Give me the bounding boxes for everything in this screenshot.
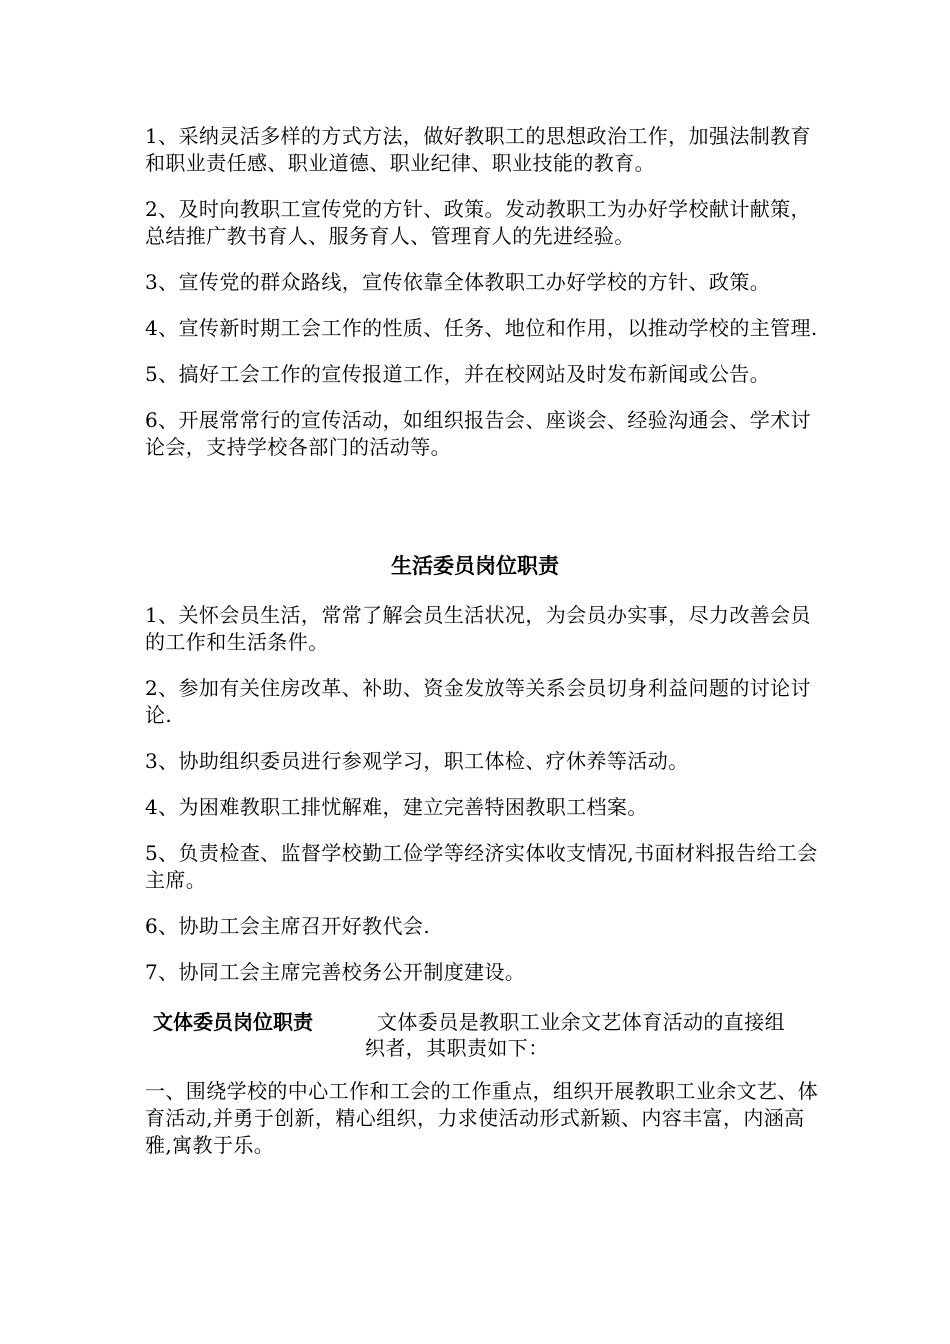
duty-item: 6、协助工会主席召开好教代会.	[145, 914, 431, 938]
duty-item: 一、围绕学校的中心工作和工会的工作重点，组织开展教职工业余文艺、体育活动,并勇于创新，精心组织，力求使活动形式新颖、内容丰富，内涵高雅,寓教于乐。	[145, 1079, 819, 1157]
duty-item: 1、采纳灵活多样的方式方法，做好教职工的思想政治工作，加强法制教育和职业责任感、职业道德、职业纪律、职业技能的教育。	[145, 124, 811, 175]
duty-item: 7、协同工会主席完善校务公开制度建设。	[145, 960, 526, 984]
duty-item: 1、关怀会员生活，常常了解会员生活状况，为会员办实事，尽力改善会员的工作和生活条件。	[145, 603, 811, 654]
section-intro: 文体委员是教职工业余文艺体育活动的直接组织者，其职责如下：	[365, 1010, 785, 1060]
duty-item: 4、宣传新时期工会工作的性质、任务、地位和作用，以推动学校的主管理.	[145, 316, 818, 340]
duty-item: 3、宣传党的群众路线，宣传依靠全体教职工办好学校的方针、政策。	[145, 270, 771, 294]
section-heading-row-culture-sports	[145, 1009, 825, 1063]
duty-item: 4、为困难教职工排忧解难，建立完善特困教职工档案。	[145, 795, 648, 819]
duty-item: 2、参加有关住房改革、补助、资金发放等关系会员切身利益问题的讨论讨论.	[145, 676, 811, 727]
section-life-committee-duties	[145, 602, 825, 1005]
section-propaganda-duties	[145, 123, 825, 480]
section-heading-life-committee: 生活委员岗位职责	[391, 554, 559, 578]
section-culture-sports-duties	[145, 1078, 825, 1178]
duty-item: 3、协助组织委员进行参观学习，职工体检、疗休养等活动。	[145, 749, 689, 773]
duty-item: 5、搞好工会工作的宣传报道工作，并在校网站及时发布新闻或公告。	[145, 362, 771, 386]
duty-item: 2、及时向教职工宣传党的方针、政策。发动教职工为办好学校献计献策，总结推广教书育人、服务育人、管理育人的先进经验。	[145, 197, 811, 248]
section-heading-culture-sports: 文体委员岗位职责	[153, 1010, 313, 1034]
duty-item: 6、开展常常行的宣传活动，如组织报告会、座谈会、经验沟通会、学术讨论会，支持学校各部门的活动等。	[145, 408, 811, 459]
duty-item: 5、负责检查、监督学校勤工俭学等经济实体收支情况,书面材料报告给工会主席。	[145, 841, 818, 892]
